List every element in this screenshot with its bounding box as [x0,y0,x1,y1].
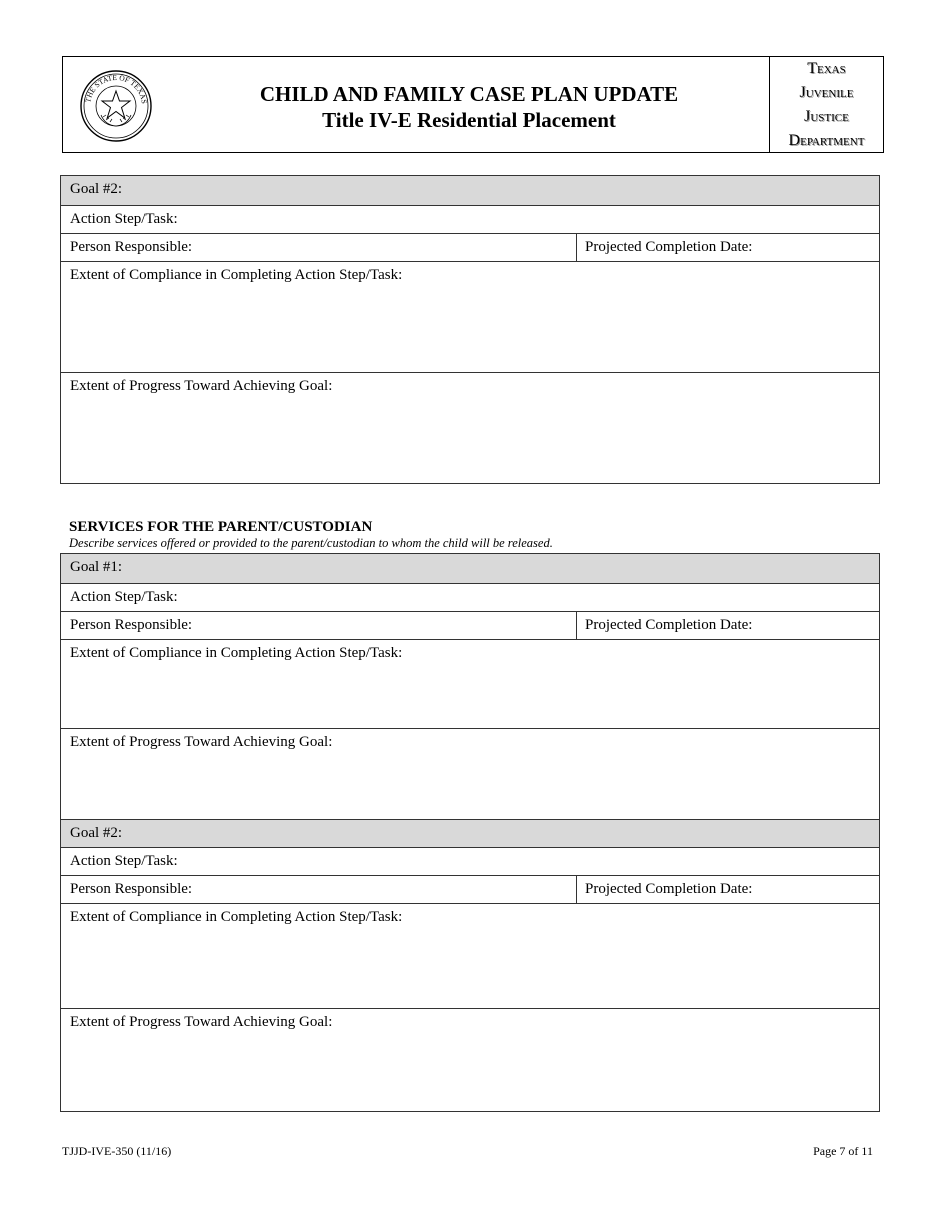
agency-name: Texas Juvenile Justice Department [769,56,883,153]
completion-date-field[interactable]: Projected Completion Date: [585,617,753,633]
compliance-field[interactable]: Extent of Compliance in Completing Action Step/Task: [61,903,879,1008]
progress-field[interactable]: Extent of Progress Toward Achieving Goal: [61,1008,879,1111]
person-responsible-field[interactable]: Person Responsible: [70,881,193,897]
person-date-row [61,611,879,639]
section-description: Describe services offered or provided to the parent/custodian to whom the child will be released. [69,536,553,550]
form-id: TJJD-IVE-350 (11/16) [62,1144,172,1158]
texas-seal-icon [79,69,153,143]
person-responsible-field[interactable]: Person Responsible: [70,617,193,633]
page-number: Page 7 of 11 [813,1144,873,1158]
progress-field[interactable]: Extent of Progress Toward Achieving Goal: [61,728,879,819]
goal-row: Goal #2: [61,176,879,205]
goal-table-parent [60,553,880,1112]
form-subtitle: Title IV-E Residential Placement [322,108,616,132]
compliance-field[interactable]: Extent of Compliance in Completing Action Step/Task: [61,639,879,728]
action-step-field[interactable]: Action Step/Task: [61,847,879,875]
goal-row: Goal #1: [61,554,879,583]
person-date-row [61,875,879,903]
compliance-field[interactable]: Extent of Compliance in Completing Action Step/Task: [61,261,879,372]
svg-text:THE STATE OF TEXAS: THE STATE OF TEXAS [83,72,149,105]
person-date-row [61,233,879,261]
form-title: CHILD AND FAMILY CASE PLAN UPDATE [259,82,679,106]
progress-field[interactable]: Extent of Progress Toward Achieving Goal: [61,372,879,483]
action-step-field[interactable]: Action Step/Task: [61,583,879,611]
form-header [62,56,884,153]
completion-date-field[interactable]: Projected Completion Date: [585,881,753,897]
person-responsible-field[interactable]: Person Responsible: [70,239,193,255]
services-section-heading [69,519,553,551]
section-title: SERVICES FOR THE PARENT/CUSTODIAN [69,519,373,535]
action-step-field[interactable]: Action Step/Task: [61,205,879,233]
goal-table-child [60,175,880,484]
completion-date-field[interactable]: Projected Completion Date: [585,239,753,255]
goal-row: Goal #2: [61,819,879,847]
